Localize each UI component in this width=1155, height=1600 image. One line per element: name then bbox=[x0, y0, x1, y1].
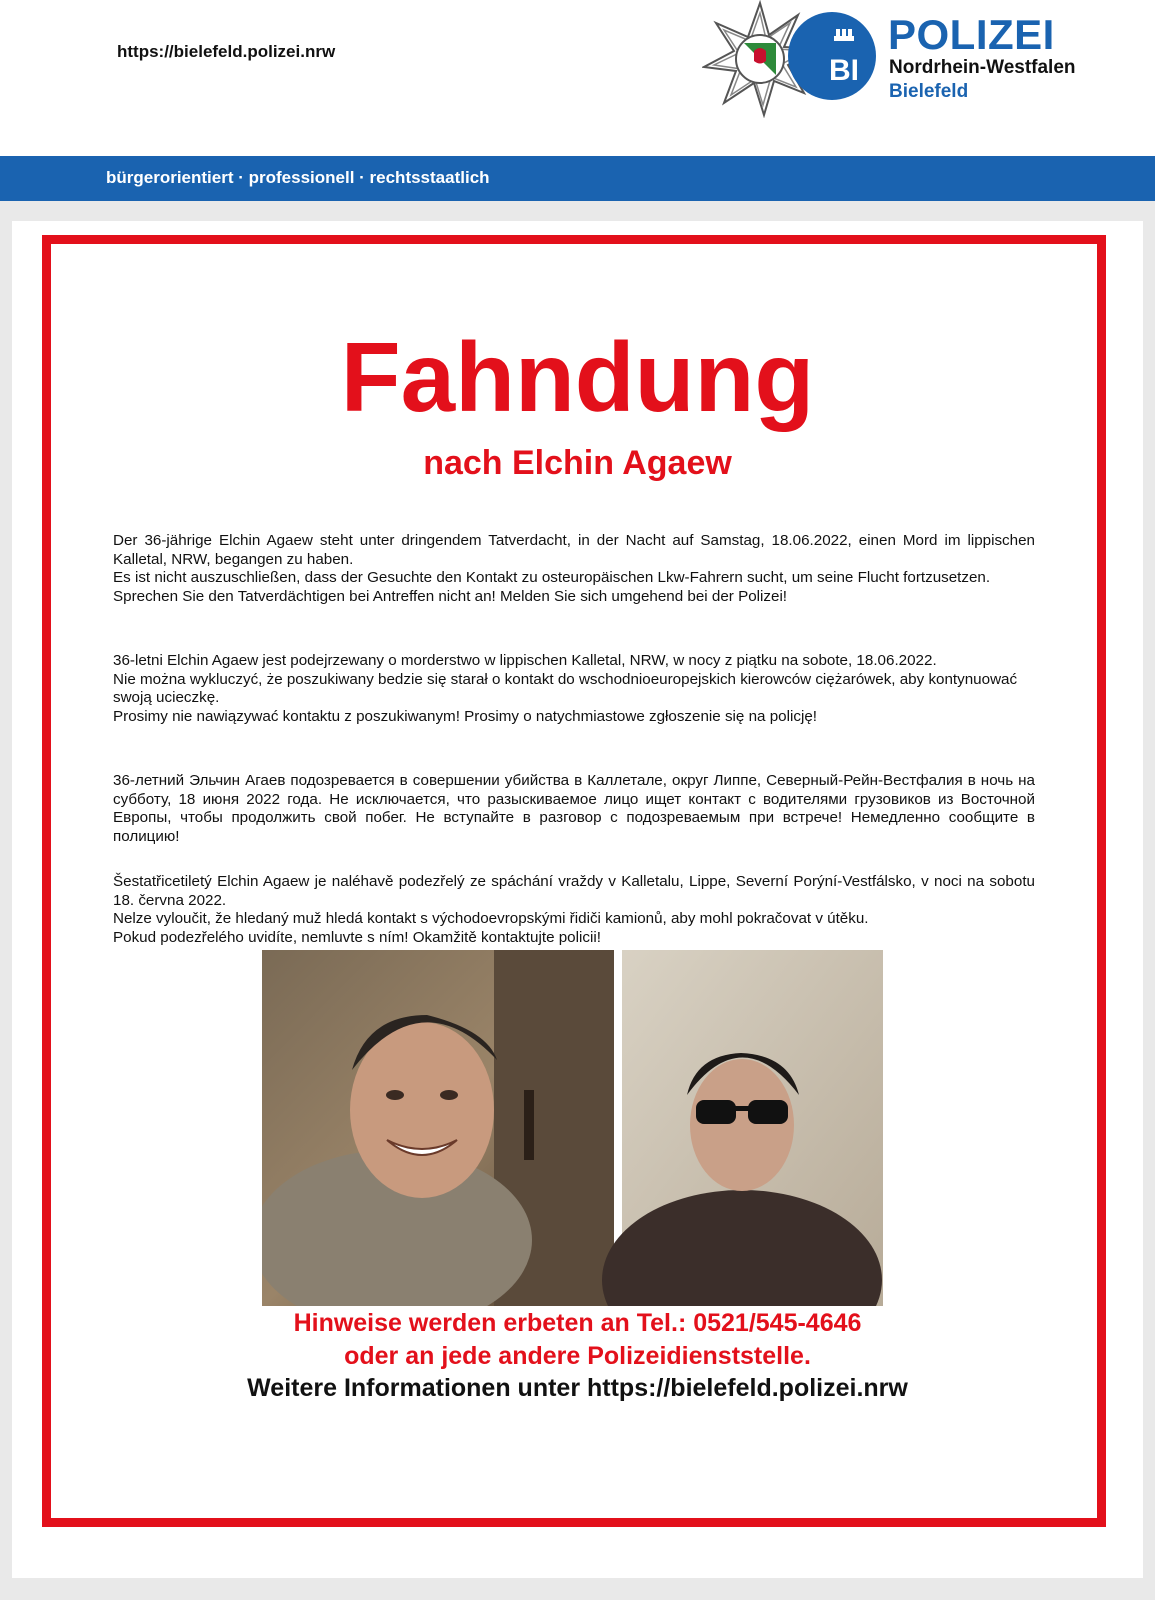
czech-paragraph: Pokud podezřelého uvidíte, nemluvte s ním! Okamžitě kontaktujte policii! bbox=[113, 928, 601, 946]
police-logo bbox=[702, 0, 1122, 118]
czech-paragraph: Nelze vyloučit, že hledaný muž hledá kontakt s východoevropskými řidiči kamionů, aby mohl pokračovat v útěku. bbox=[113, 910, 869, 928]
suspect-photos bbox=[262, 950, 883, 1306]
logo-state: Nordrhein-Westfalen bbox=[889, 57, 1076, 78]
poster-title: Fahndung bbox=[340, 322, 815, 432]
german-text bbox=[113, 532, 1035, 606]
suspect-photo-sunglasses bbox=[602, 950, 883, 1306]
polish-paragraph: Prosimy nie nawiązywać kontaktu z poszukiwanym! Prosimy o natychmiastowe zgłoszenie się na policję! bbox=[113, 707, 817, 725]
polish-paragraph: Nie można wykluczyć, że poszukiwany bedzie się starał o kontakt do wschodnioeuropejskich kierowców ciężarówek, aby kontynuować swoją ucieczkę. bbox=[113, 670, 1018, 707]
czech-text bbox=[113, 873, 1035, 947]
contact-alt-line: oder an jede andere Polizeidienststelle. bbox=[344, 1342, 811, 1370]
german-paragraph: Der 36-jährige Elchin Agaew steht unter dringendem Tatverdacht, in der Nacht auf Samstag, 18.06.2022, einen Mord im lippischen Kalletal, NRW, begangen zu haben. bbox=[113, 532, 1035, 568]
polish-paragraph: 36-letni Elchin Agaew jest podejrzewany o morderstwo w lippischen Kalletal, NRW, w nocy z piątku na sobote, 18.06.2022. bbox=[113, 652, 937, 669]
german-paragraph: Sprechen Sie den Tatverdächtigen bei Antreffen nicht an! Melden Sie sich umgehend bei der Polizei! bbox=[113, 587, 788, 605]
logo-title: POLIZEI bbox=[888, 11, 1055, 58]
poster-subtitle: nach Elchin Agaew bbox=[423, 444, 732, 482]
russian-text bbox=[113, 772, 1035, 846]
polish-text bbox=[113, 652, 1035, 726]
russian-paragraph: 36-летний Эльчин Агаев подозревается в совершении убийства в Каллетале, округ Липпе, Северный-Рейн-Вестфалия в ночь на субботу, 18 июня 2022 года. Не исключается, что разыскиваемое лицо ищет контакт с водителями грузовиков из Восточной Европы, чтобы продолжить свой побег. Не вступайте в разговор с подозреваемым при встрече! Немедленно сообщите в полицию! bbox=[113, 772, 1035, 845]
suspect-photo-smiling bbox=[262, 950, 614, 1306]
german-paragraph: Es ist nicht auszuschließen, dass der Gesuchte den Kontakt zu osteuropäischen Lkw-Fahrern sucht, um seine Flucht fortzusetzen. bbox=[113, 569, 991, 587]
more-info-line: Weitere Informationen unter https://bielefeld.polizei.nrw bbox=[247, 1374, 908, 1402]
contact-phone-line: Hinweise werden erbeten an Tel.: 0521/545-4646 bbox=[293, 1309, 862, 1337]
badge-text: BI bbox=[829, 54, 859, 87]
tagline: bürgerorientiert · professionell · rechtsstaatlich bbox=[106, 168, 490, 187]
czech-paragraph: Šestatřicetiletý Elchin Agaew je naléhavě podezřelý ze spáchání vraždy v Kalletalu, Lippe, Severní Porýní-Vestfálsko, v noci na sobotu 18. června 2022. bbox=[113, 873, 1035, 909]
tagline-bar bbox=[0, 156, 1155, 201]
logo-city: Bielefeld bbox=[889, 81, 969, 102]
bielefeld-badge-icon bbox=[788, 12, 876, 100]
page-url[interactable]: https://bielefeld.polizei.nrw bbox=[117, 42, 336, 61]
